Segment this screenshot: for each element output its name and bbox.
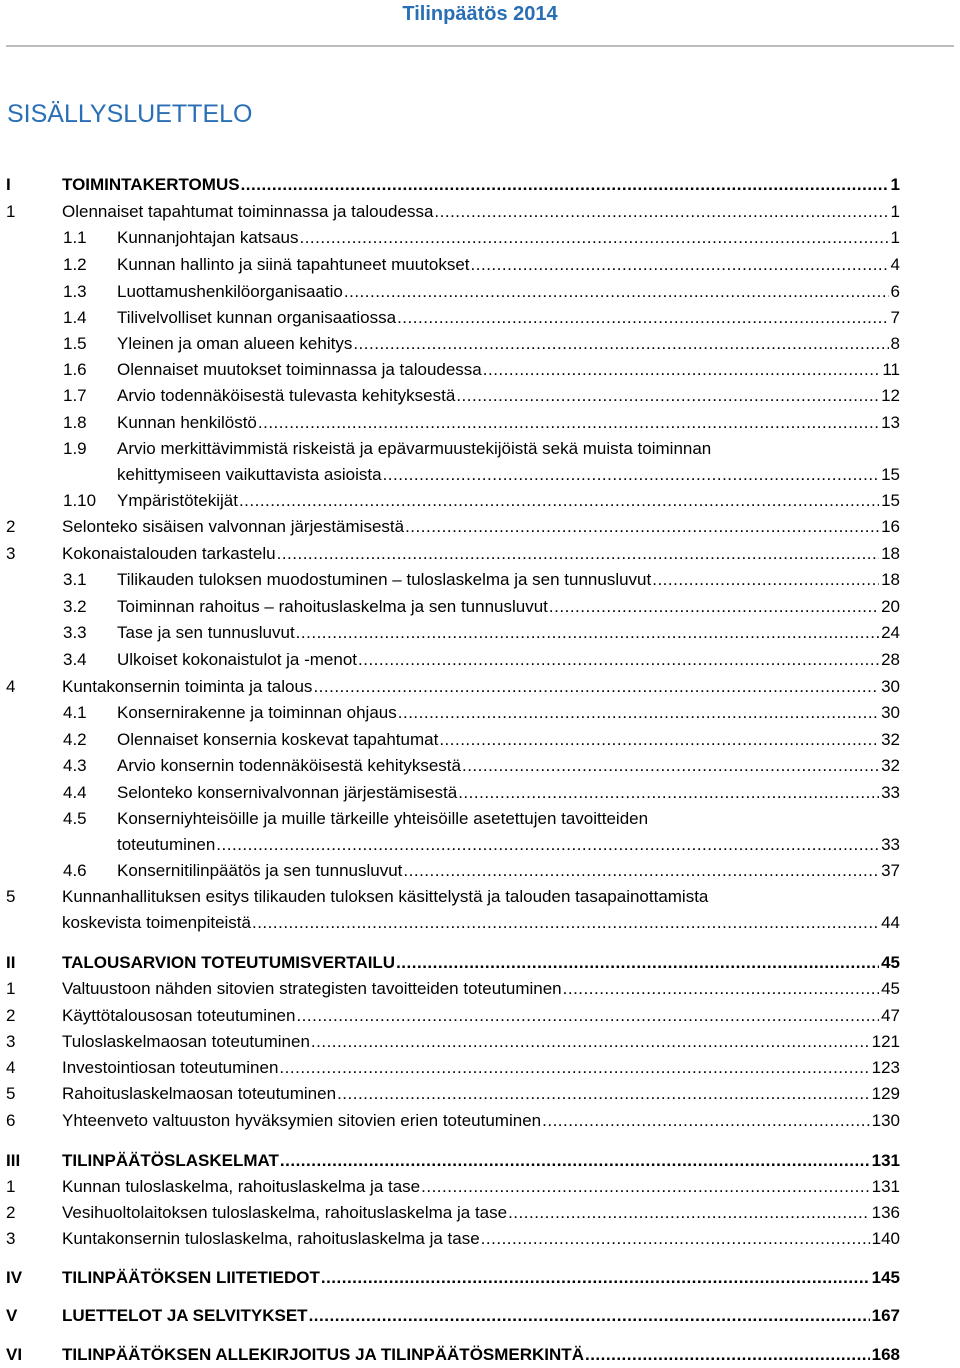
toc-entry[interactable] [6, 1081, 900, 1107]
toc-entry[interactable] [6, 1226, 900, 1252]
toc-entry-line [62, 950, 900, 976]
toc-entry-line [117, 594, 900, 620]
toc-entry-page: 28 [881, 650, 900, 669]
toc-dot-leader [456, 383, 879, 409]
toc-entry-number: 2 [6, 1203, 16, 1222]
toc-entry-page: 1 [890, 175, 900, 194]
toc-entry-title: Käyttötalousosan toteutuminen [62, 1006, 296, 1025]
toc-dot-leader [421, 1174, 869, 1200]
toc-entry-line [117, 832, 900, 858]
toc-entry-page: 145 [871, 1268, 900, 1287]
toc-entry-title: Yhteenveto valtuuston hyväksymien sitovien erien toteutuminen [62, 1111, 542, 1130]
toc-entry-title-cont: koskevista toimenpiteistä [62, 913, 251, 932]
toc-entry[interactable] [6, 1055, 900, 1081]
toc-entry-page: 131 [871, 1151, 900, 1170]
toc-entry-page: 45 [881, 953, 900, 972]
toc-dot-leader [458, 780, 879, 806]
toc-dot-leader [358, 647, 879, 673]
toc-dot-leader [241, 172, 889, 198]
toc-dot-leader [483, 357, 881, 383]
toc-entry[interactable] [6, 383, 900, 409]
toc-entry-line [62, 1055, 900, 1081]
toc-entry-number: 5 [6, 1084, 16, 1103]
toc-entry-number: 1.8 [63, 413, 87, 432]
toc-entry-title: Kunnanhallituksen esitys tilikauden tuloksen käsittelystä ja talouden tasapainottamista [62, 887, 709, 906]
toc-dot-leader [311, 1029, 870, 1055]
toc-entry-number: 1.7 [63, 386, 87, 405]
toc-entry-title: Selonteko konsernivalvonnan järjestämisestä [117, 783, 458, 802]
toc-entry-title: TILINPÄÄTÖKSEN ALLEKIRJOITUS JA TILINPÄÄTÖSMERKINTÄ [62, 1345, 584, 1364]
toc-entry-page: 15 [881, 491, 900, 510]
toc-entry-line [117, 753, 900, 779]
toc-dot-leader [471, 252, 889, 278]
toc-entry-page: 16 [881, 517, 900, 536]
toc-entry-line [117, 410, 900, 436]
toc-dot-leader [405, 514, 879, 540]
toc-entry-page: 4 [890, 255, 900, 274]
toc-entry-title: Kokonaistalouden tarkastelu [62, 544, 276, 563]
toc-entry[interactable] [6, 950, 900, 976]
toc-entry-title: Arvio konsernin todennäköisestä kehityksestä [117, 756, 461, 775]
toc-dot-leader [396, 950, 879, 976]
toc-entry-title: Arvio todennäköisestä tulevasta kehityksestä [117, 386, 456, 405]
toc-entry-title: Tilivelvolliset kunnan organisaatiossa [117, 308, 397, 327]
toc-entry-title: Luottamushenkilöorganisaatio [117, 282, 343, 301]
toc-entry-number: 1.3 [63, 282, 87, 301]
toc-dot-leader [397, 305, 888, 331]
toc-entry[interactable] [6, 436, 900, 462]
toc-entry-line [117, 727, 900, 753]
toc-entry-number: 4.3 [63, 756, 87, 775]
toc-entry-page: 18 [881, 544, 900, 563]
toc-entry-number: 3 [6, 544, 16, 563]
toc-dot-leader [296, 1003, 879, 1029]
toc-dot-leader [585, 1342, 870, 1368]
toc-entry-page: 11 [882, 360, 900, 379]
toc-entry-title: Arvio merkittävimmistä riskeistä ja epävarmuustekijöistä sekä muista toiminnan [117, 439, 712, 458]
toc-entry-title: Konserniyhteisöille ja muille tärkeille yhteisöille asetettujen tavoitteiden [117, 809, 649, 828]
toc-entry[interactable] [6, 1303, 900, 1329]
toc-entry-number: II [6, 953, 16, 972]
toc-entry-number: 1.1 [63, 228, 87, 247]
toc-entry-line [117, 252, 900, 278]
toc-entry-number: 4.6 [63, 861, 87, 880]
toc-dot-leader [353, 331, 888, 357]
toc-dot-leader [296, 620, 879, 646]
toc-entry-page: 20 [881, 597, 900, 616]
toc-dot-leader [383, 462, 880, 488]
toc-entry-continuation[interactable] [6, 462, 900, 488]
page-title: SISÄLLYSLUETTELO [7, 100, 253, 128]
toc-entry-title: Yleinen ja oman alueen kehitys [117, 334, 353, 353]
toc-entry-title: Kuntakonsernin toiminta ja talous [62, 677, 313, 696]
toc-entry-page: 1 [890, 202, 900, 221]
toc-entry-title: Vesihuoltolaitoksen tuloslaskelma, rahoituslaskelma ja tase [62, 1203, 508, 1222]
toc-dot-leader [542, 1108, 870, 1134]
toc-entry-title: Kunnan hallinto ja siinä tapahtuneet muutokset [117, 255, 470, 274]
toc-entry-page: 33 [881, 783, 900, 802]
toc-entry-page: 44 [881, 913, 900, 932]
toc-dot-leader [277, 541, 879, 567]
toc-entry-continuation[interactable] [6, 910, 900, 936]
toc-entry[interactable] [6, 858, 900, 884]
toc-entry-title-cont: toteutuminen [117, 835, 216, 854]
toc-entry[interactable] [6, 357, 900, 383]
toc-entry-number: 1.2 [63, 255, 87, 274]
toc-entry-page: 24 [881, 623, 900, 642]
toc-entry-title: TALOUSARVION TOTEUTUMISVERTAILU [62, 953, 396, 972]
toc-entry-title: Toiminnan rahoitus – rahoituslaskelma ja sen tunnusluvut [117, 597, 548, 616]
toc-entry-line [117, 780, 900, 806]
toc-dot-leader [549, 594, 879, 620]
toc-entry-page: 37 [881, 861, 900, 880]
toc-entry-line [62, 172, 900, 198]
toc-entry-number: 1.5 [63, 334, 87, 353]
toc-entry[interactable] [6, 976, 900, 1002]
toc-entry-title: LUETTELOT JA SELVITYKSET [62, 1306, 308, 1325]
toc-entry-line [62, 976, 900, 1002]
toc-entry-number: 6 [6, 1111, 16, 1130]
toc-entry-title: Ulkoiset kokonaistulot ja -menot [117, 650, 358, 669]
toc-entry-title: Kunnan tuloslaskelma, rahoituslaskelma ja tase [62, 1177, 421, 1196]
toc-entry-number: 4 [6, 1058, 16, 1077]
toc-entry-page: 168 [871, 1345, 900, 1364]
toc-entry-number: 3.4 [63, 650, 87, 669]
toc-entry-title: TOIMINTAKERTOMUS [62, 175, 240, 194]
toc-dot-leader [563, 976, 879, 1002]
toc-entry-page: 13 [881, 413, 900, 432]
toc-entry-page: 30 [881, 677, 900, 696]
toc-entry-title: Kunnanjohtajan katsaus [117, 228, 299, 247]
toc-entry[interactable] [6, 1200, 900, 1226]
toc-entry-line [62, 1081, 900, 1107]
toc-entry[interactable] [6, 567, 900, 593]
toc-entry-number: VI [6, 1345, 23, 1364]
toc-entry-line [62, 514, 900, 540]
toc-entry-line [117, 647, 900, 673]
toc-dot-leader [481, 1226, 870, 1252]
toc-dot-leader [258, 410, 879, 436]
toc-entry[interactable] [6, 199, 900, 225]
toc-entry-page: 32 [881, 730, 900, 749]
toc-entry[interactable] [6, 1108, 900, 1134]
toc-entry-page: 45 [881, 979, 900, 998]
toc-entry[interactable] [6, 279, 900, 305]
toc-entry-page: 129 [871, 1084, 900, 1103]
toc-entry[interactable] [6, 700, 900, 726]
toc-entry-page: 1 [890, 228, 900, 247]
toc-entry[interactable] [6, 1265, 900, 1291]
toc-entry-page: 7 [890, 308, 900, 327]
toc-entry-page: 131 [871, 1177, 900, 1196]
toc-entry-page: 47 [881, 1006, 900, 1025]
toc-dot-leader [216, 832, 879, 858]
toc-entry-title: TILINPÄÄTÖKSEN LIITETIEDOT [62, 1268, 320, 1287]
toc-entry[interactable] [6, 753, 900, 779]
toc-entry-line [117, 279, 900, 305]
toc-entry-line [62, 1200, 900, 1226]
toc-entry-number: V [6, 1306, 18, 1325]
toc-entry-line [62, 1303, 900, 1329]
toc-entry-number: 1.9 [63, 439, 87, 458]
toc-entry-line [62, 1265, 900, 1291]
toc-dot-leader [344, 279, 889, 305]
toc-entry[interactable] [6, 594, 900, 620]
toc-entry-title: Olennaiset tapahtumat toiminnassa ja taloudessa [62, 202, 434, 221]
toc-entry-number: 1.10 [63, 491, 97, 510]
toc-entry-line [62, 674, 900, 700]
toc-entry-page: 136 [871, 1203, 900, 1222]
toc-dot-leader [321, 1265, 870, 1291]
toc-entry-line [117, 331, 900, 357]
toc-entry-title: Investointiosan toteutuminen [62, 1058, 279, 1077]
toc-entry-page: 15 [881, 465, 900, 484]
toc-entry-page: 140 [871, 1229, 900, 1248]
toc-entry-number: 3.3 [63, 623, 87, 642]
toc-entry-number: 3 [6, 1229, 16, 1248]
toc-entry-line [117, 225, 900, 251]
toc-entry-line [62, 199, 900, 225]
toc-dot-leader [280, 1148, 870, 1174]
toc-entry-title: TILINPÄÄTÖSLASKELMAT [62, 1151, 279, 1170]
toc-entry-continuation[interactable] [6, 832, 900, 858]
toc-entry-title: Konsernitilinpäätös ja sen tunnusluvut [117, 861, 403, 880]
toc-entry-title: Selonteko sisäisen valvonnan järjestämisestä [62, 517, 405, 536]
header-divider [6, 45, 954, 47]
toc-dot-leader [508, 1200, 870, 1226]
toc-entry[interactable] [6, 806, 900, 832]
toc-entry-line [62, 1029, 900, 1055]
toc-entry-page: 6 [890, 282, 900, 301]
toc-dot-leader [252, 910, 879, 936]
toc-entry-line [117, 567, 900, 593]
toc-dot-leader [439, 727, 879, 753]
toc-entry-page: 18 [881, 570, 900, 589]
toc-entry-number: 5 [6, 887, 16, 906]
toc-entry-page: 30 [881, 703, 900, 722]
toc-dot-leader [313, 674, 879, 700]
toc-entry-number: I [6, 175, 11, 194]
toc-entry-line [117, 305, 900, 331]
toc-entry[interactable] [6, 620, 900, 646]
toc-entry-number: 1 [6, 202, 16, 221]
toc-entry[interactable] [6, 331, 900, 357]
toc-entry-number: 2 [6, 517, 16, 536]
toc-entry-page: 12 [881, 386, 900, 405]
toc-dot-leader [337, 1081, 870, 1107]
document-header: Tilinpäätös 2014 [402, 3, 558, 25]
toc-dot-leader [239, 488, 879, 514]
toc-entry-title: Tase ja sen tunnusluvut [117, 623, 295, 642]
toc-entry[interactable] [6, 1003, 900, 1029]
toc-entry[interactable] [6, 780, 900, 806]
toc-dot-leader [398, 700, 879, 726]
toc-entry[interactable] [6, 1029, 900, 1055]
toc-entry[interactable] [6, 884, 900, 910]
toc-entry-title: Kuntakonsernin tuloslaskelma, rahoituslaskelma ja tase [62, 1229, 480, 1248]
toc-dot-leader [279, 1055, 869, 1081]
toc-entry-page: 167 [871, 1306, 900, 1325]
toc-entry-title: Kunnan henkilöstö [117, 413, 257, 432]
toc-dot-leader [652, 567, 879, 593]
toc-entry-line [117, 357, 900, 383]
toc-entry[interactable] [6, 727, 900, 753]
toc-entry-line [117, 700, 900, 726]
toc-entry-number: 3.2 [63, 597, 87, 616]
toc-entry[interactable] [6, 252, 900, 278]
toc-entry-title: Ympäristötekijät [117, 491, 238, 510]
toc-entry-title: Olennaiset konsernia koskevat tapahtumat [117, 730, 439, 749]
toc-entry-page: 123 [871, 1058, 900, 1077]
toc-entry[interactable] [6, 647, 900, 673]
toc-entry-page: 32 [881, 756, 900, 775]
toc-entry-line [117, 383, 900, 409]
toc-entry-title: Olennaiset muutokset toiminnassa ja taloudessa [117, 360, 482, 379]
toc-entry[interactable] [6, 410, 900, 436]
toc-entry-number: 1.4 [63, 308, 87, 327]
toc-entry-number: 4.5 [63, 809, 87, 828]
toc-entry-title: Valtuustoon nähden sitovien strategisten tavoitteiden toteutuminen [62, 979, 562, 998]
toc-entry[interactable] [6, 514, 900, 540]
toc-dot-leader [403, 858, 879, 884]
toc-entry-line [117, 462, 900, 488]
toc-entry[interactable] [6, 1342, 900, 1368]
toc-entry-line [62, 1108, 900, 1134]
toc-entry[interactable] [6, 305, 900, 331]
toc-entry-number: 4 [6, 677, 16, 696]
toc-entry-title-cont: kehittymiseen vaikuttavista asioista [117, 465, 382, 484]
toc-entry-page: 130 [871, 1111, 900, 1130]
toc-entry-line [117, 858, 900, 884]
toc-entry-line [62, 1226, 900, 1252]
toc-entry-number: 4.1 [63, 703, 87, 722]
toc-entry-title: Tuloslaskelmaosan toteutuminen [62, 1032, 310, 1051]
toc-entry[interactable] [6, 541, 900, 567]
toc-dot-leader [462, 753, 879, 779]
toc-entry-number: 2 [6, 1006, 16, 1025]
toc-entry-title: Tilikauden tuloksen muodostuminen – tuloslaskelma ja sen tunnusluvut [117, 570, 652, 589]
toc-entry-line [62, 1003, 900, 1029]
toc-entry-number: 1 [6, 979, 16, 998]
toc-entry-number: III [6, 1151, 21, 1170]
toc-entry[interactable] [6, 488, 900, 514]
toc-entry-number: 1.6 [63, 360, 87, 379]
toc-entry[interactable] [6, 172, 900, 198]
toc-entry[interactable] [6, 1174, 900, 1200]
toc-entry-line [117, 620, 900, 646]
toc-entry-page: 8 [890, 334, 900, 353]
toc-entry-title: Konsernirakenne ja toiminnan ohjaus [117, 703, 397, 722]
toc-entry-line [62, 541, 900, 567]
toc-entry-line [117, 488, 900, 514]
toc-entry-line [62, 1174, 900, 1200]
toc-entry-page: 121 [871, 1032, 900, 1051]
toc-dot-leader [299, 225, 888, 251]
toc-entry-number: 4.4 [63, 783, 87, 802]
toc-entry-line [62, 1342, 900, 1368]
toc-entry-page: 33 [881, 835, 900, 854]
toc-entry-title: Rahoituslaskelmaosan toteutuminen [62, 1084, 337, 1103]
toc-entry-number: 1 [6, 1177, 16, 1196]
toc-entry-number: IV [6, 1268, 23, 1287]
toc-dot-leader [434, 199, 888, 225]
toc-entry-number: 4.2 [63, 730, 87, 749]
toc-entry-number: 3.1 [63, 570, 87, 589]
toc-entry[interactable] [6, 1148, 900, 1174]
toc-dot-leader [309, 1303, 870, 1329]
toc-entry-line [62, 1148, 900, 1174]
toc-entry[interactable] [6, 674, 900, 700]
toc-entry[interactable] [6, 225, 900, 251]
toc-entry-number: 3 [6, 1032, 16, 1051]
toc-entry-line [62, 910, 900, 936]
